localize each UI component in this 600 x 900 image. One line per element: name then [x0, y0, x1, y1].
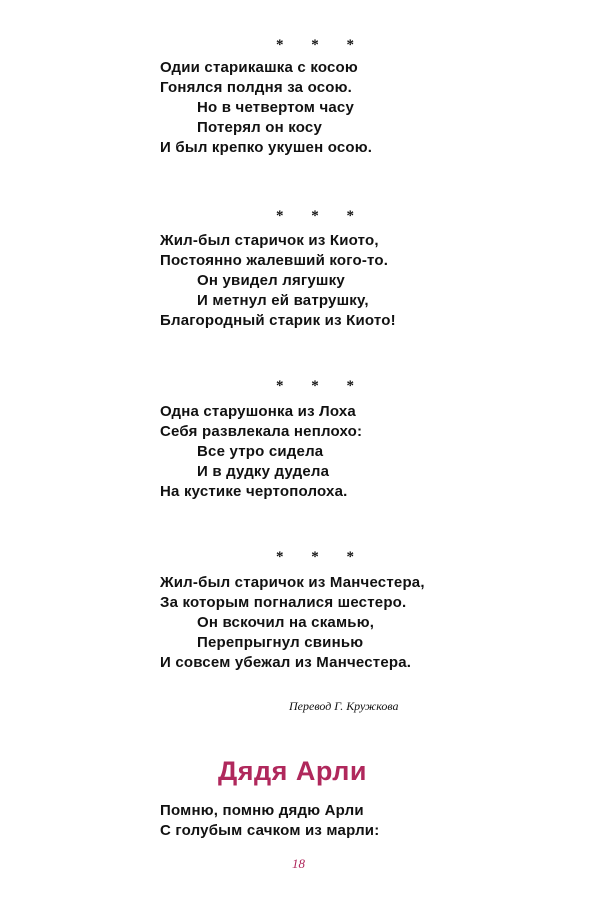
poem-line: Постоянно жалевший кого-то. — [160, 252, 389, 269]
poem-line: Жил-был старичок из Манчестера, — [160, 574, 425, 591]
poem-line: Гонялся полдня за осою. — [160, 79, 353, 96]
poem-line-indented: Он увидел лягушку — [197, 272, 345, 289]
poem-line: И совсем убежал из Манчестера. — [160, 654, 412, 671]
poem-line-indented: Потерял он косу — [197, 119, 323, 136]
poem-line-indented: Он вскочил на скамью, — [197, 614, 375, 631]
stanza-separator: * * * — [276, 37, 366, 53]
poem-line: На кустике чертополоха. — [160, 483, 348, 500]
limerick-stanza — [160, 231, 396, 331]
page-number: 18 — [292, 856, 305, 871]
poem-line: С голубым сачком из марли: — [160, 822, 380, 839]
poem-line-indented: Но в четвертом часу — [197, 99, 354, 116]
poem-line: Себя развлекала неплохо: — [160, 423, 363, 440]
limerick-stanza — [160, 402, 362, 502]
poem-line-indented: Все утро сидела — [197, 443, 324, 460]
poem-line: Одна старушонка из Лоха — [160, 403, 356, 420]
stanza-separator: * * * — [276, 208, 366, 224]
poem-line: Благородный старик из Киото! — [160, 312, 396, 329]
section-title: Дядя Арли — [218, 756, 367, 786]
poem-line-indented: И метнул ей ватрушку, — [197, 292, 369, 309]
poem-line: И был крепко укушен осою. — [160, 139, 373, 156]
poem-line-indented: И в дудку дудела — [197, 463, 330, 480]
limerick-stanza — [160, 573, 425, 673]
section-poem-start — [160, 801, 379, 841]
poem-line: Одии старикашка с косою — [160, 59, 358, 76]
poem-line: За которым погналися шестеро. — [160, 594, 407, 611]
poem-line: Жил-был старичок из Киото, — [160, 232, 379, 249]
poem-line-indented: Перепрыгнул свинью — [197, 634, 364, 651]
stanza-separator: * * * — [276, 549, 366, 565]
limerick-stanza — [160, 58, 372, 158]
translator-credit: Перевод Г. Кружкова — [289, 699, 399, 713]
stanza-separator: * * * — [276, 378, 366, 394]
poem-line: Помню, помню дядю Арли — [160, 802, 364, 819]
